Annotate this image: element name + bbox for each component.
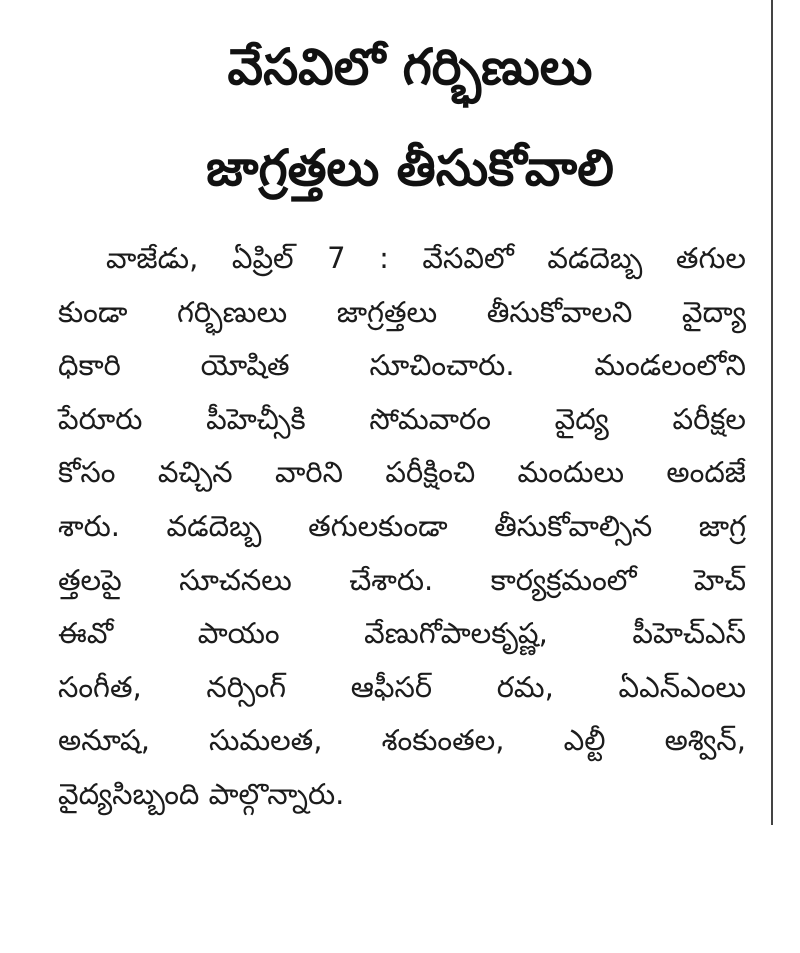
previous-article-fragment [60,0,700,6]
article-body [58,232,746,822]
body-line: కోసం వచ్చిన వారిని పరీక్షించి మందులు అందజే [58,455,746,490]
body-line: పేరూరు పీహెచ్సీకి సోమవారం వైద్య పరీక్షల [58,401,746,436]
body-line: సంగీత, నర్సింగ్ ఆఫీసర్ రమ, ఏఎన్ఎంలు [58,669,746,704]
body-line: ధికారి యోషిత సూచించారు. మండలంలోని [58,348,746,383]
body-line: వాజేడు, ఏప్రిల్ 7 : వేసవిలో వడదెబ్బ తగుల [106,241,746,275]
body-line: అనూష, సుమలత, శంకుంతల, ఎల్టీ అశ్విన్, [58,723,746,758]
body-line: త్తలపై సూచనలు చేశారు. కార్యక్రమంలో హెచ్ [58,562,746,597]
headline-line-2: జాగ్రత్తలు తీసుకోవాలి [206,139,614,197]
body-line: ఈవో పాయం వేణుగోపాలకృష్ణ, పీహెచ్ఎస్ [58,616,746,651]
column-divider [771,0,773,825]
body-line: శారు. వడదెబ్బ తగులకుండా తీసుకోవాల్సిన జాగ్ర [58,508,746,543]
headline-line-1: వేసవిలో గర్భిణులు [227,38,593,96]
body-line: కుండా గర్భిణులు జాగ్రత్తలు తీసుకోవాలని వైద్యా [58,294,746,329]
body-line: వైద్యసిబ్బంది పాల్గొన్నారు. [58,776,345,811]
